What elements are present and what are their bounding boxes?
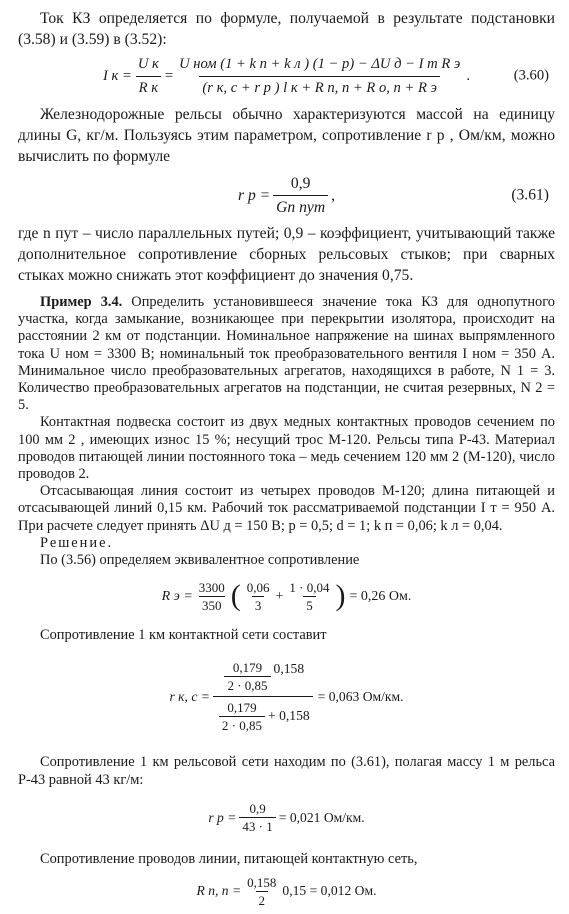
re-a-denominator: 350 (199, 596, 225, 613)
example-3-4 (18, 294, 555, 569)
rpp-denominator: 2 (256, 891, 269, 908)
rp-numerator: 0,9 (249, 801, 266, 817)
re-close-paren: ) (335, 579, 346, 613)
eq360-frac2-numerator: U ном (1 + k п + k л ) (1 − p) − ΔU д − I т R э (179, 55, 461, 72)
rkc-top-denominator: 2 · 0,85 (224, 676, 270, 693)
rpp-lhs: R п, п = (196, 883, 242, 899)
eq361-number: (3.61) (511, 186, 549, 204)
rkc-bottom-denominator: 2 · 0,85 (219, 716, 265, 733)
intro-paragraph (18, 8, 555, 50)
re-c-numerator: 1 · 0,04 (289, 579, 330, 595)
example-text-1: Определить установившееся значение тока КЗ для однопутного участка, когда замыкание, возникающее при перекрытии изолятора, происходит на расстоянии 2 км от подстанции. Номинальное напряжение на шинах выпрямленного тока U ном = 3300 В; номинальный ток преобразовательного вентиля I ном = 350 А. Минимальное число преобразовательных агрегатов, находящихся в работе, N 1 = 3. Количество преобразовательных агрегатов на подстанции, не считая резервных, N 2 = 5. (18, 294, 555, 414)
rpp-fraction (244, 875, 279, 908)
rkc-main-fraction (213, 660, 313, 733)
line-paragraph: Сопротивление проводов линии, питающей контактную сеть, (40, 850, 418, 867)
rkc-lhs: r к, с = (169, 688, 210, 704)
equation-3-60 (18, 50, 555, 102)
example-title: Пример 3.4. (40, 294, 123, 310)
rkc-top-fraction (224, 660, 270, 693)
re-a-numerator: 3300 (198, 579, 225, 595)
re-result: = 0,26 Ом. (349, 588, 412, 604)
rpp-result: 0,15 = 0,012 Ом. (282, 883, 377, 899)
rkc-result: = 0,063 Ом/км. (317, 688, 404, 704)
eq360-equals: = (164, 67, 174, 84)
where-paragraph: где n пут – число параллельных путей; 0,9 – коэффициент, учитывающий также дополнительное сопротивление сборных рельсовых стыков; при сварных стыках можно снижать этот коэффициент до значения 0,75. (18, 225, 555, 284)
rkc-bottom-fraction (219, 700, 265, 733)
eq360-fraction-2 (176, 54, 463, 99)
example-paragraph-4: По (3.56) определяем эквивалентное сопротивление (40, 552, 360, 569)
re-plus: + (275, 588, 284, 604)
eq361-numerator: 0,9 (290, 174, 311, 192)
intro-text: Ток КЗ определяется по формуле, получаемой в результате подстановки (3.58) и (3.59) в (3.52): (18, 10, 555, 48)
rp-result: = 0,021 Ом/км. (278, 810, 365, 826)
example-paragraph-1 (18, 294, 555, 414)
rkc-main-numerator (218, 660, 307, 696)
rpp-numerator: 0,158 (247, 874, 277, 890)
re-fraction-b (244, 580, 273, 613)
rp-denominator: 43 · 1 (239, 817, 275, 834)
rkc-top-multiplier: 0,158 (273, 661, 305, 677)
solution-heading: Решение. (40, 534, 114, 551)
re-lhs: R э = (161, 588, 193, 604)
eq360-frac2-denominator: (r к, с + r р ) l к + R п, п + R о, п + R э (199, 76, 440, 99)
eq361-fraction (273, 173, 328, 218)
eq360-fraction-1 (135, 54, 162, 99)
eq361-comma: , (331, 186, 336, 204)
eq361-lhs: r р = (237, 186, 271, 204)
rkc-bottom-plus-term: + 0,158 (268, 708, 310, 724)
eq360-frac1-denominator: R к (136, 76, 161, 99)
re-open-paren: ( (230, 579, 241, 613)
re-fraction-c (286, 580, 332, 613)
equation-rpp (18, 868, 555, 914)
eq360-number: (3.60) (513, 67, 549, 84)
equation-3-61 (18, 167, 555, 223)
re-b-numerator: 0,06 (246, 579, 270, 595)
eq360-period: . (466, 67, 470, 84)
equation-rp (18, 789, 555, 847)
eq360-frac1-numerator: U к (137, 55, 159, 72)
rkc-top-numerator: 0,179 (232, 659, 263, 675)
contact-paragraph: Сопротивление 1 км контактной сети составит (40, 627, 327, 644)
rails-paragraph: Железнодорожные рельсы обычно характеризуются массой на единицу длины G, кг/м. Пользуясь этим параметром, сопротивление r р , Ом/км, можно вычислить по формуле (18, 106, 555, 165)
railnet-paragraph: Сопротивление 1 км рельсовой сети находим по (3.61), полагая массу 1 м рельса Р-43 равной 43 кг/м: (18, 754, 555, 788)
rp-lhs: r р = (208, 810, 237, 826)
rkc-bottom-numerator: 0,179 (227, 699, 257, 715)
re-c-denominator: 5 (303, 596, 316, 613)
rkc-main-denominator (213, 696, 313, 733)
re-b-denominator: 3 (252, 596, 265, 613)
eq360-lhs: I к = (103, 67, 132, 84)
rp-fraction (239, 801, 275, 834)
equation-rkc (18, 644, 555, 748)
eq361-denominator: Gn пут (273, 195, 328, 218)
re-fraction-a (196, 580, 228, 613)
equation-re (18, 569, 555, 623)
example-paragraph-2: Контактная подвеска состоит из двух медных контактных проводов сечением по 100 мм 2 , имеющих износ 15 %; несущий трос М-120. Рельсы типа Р-43. Материал проводов питающей линии постоянного тока – медь сечением 120 мм 2 (М-120), число проводов 2. (18, 414, 555, 483)
example-paragraph-3: Отсасывающая линия состоит из четырех проводов М-120; длина питающей и отсасывающей линий 0,15 км. Рабочий ток рассматриваемой подстанции I т = 950 А. При расчете следует принять ΔU д = 150 В; p = 0,5; d = 1; k п = 0,06; k л = 0,04. (18, 483, 555, 534)
